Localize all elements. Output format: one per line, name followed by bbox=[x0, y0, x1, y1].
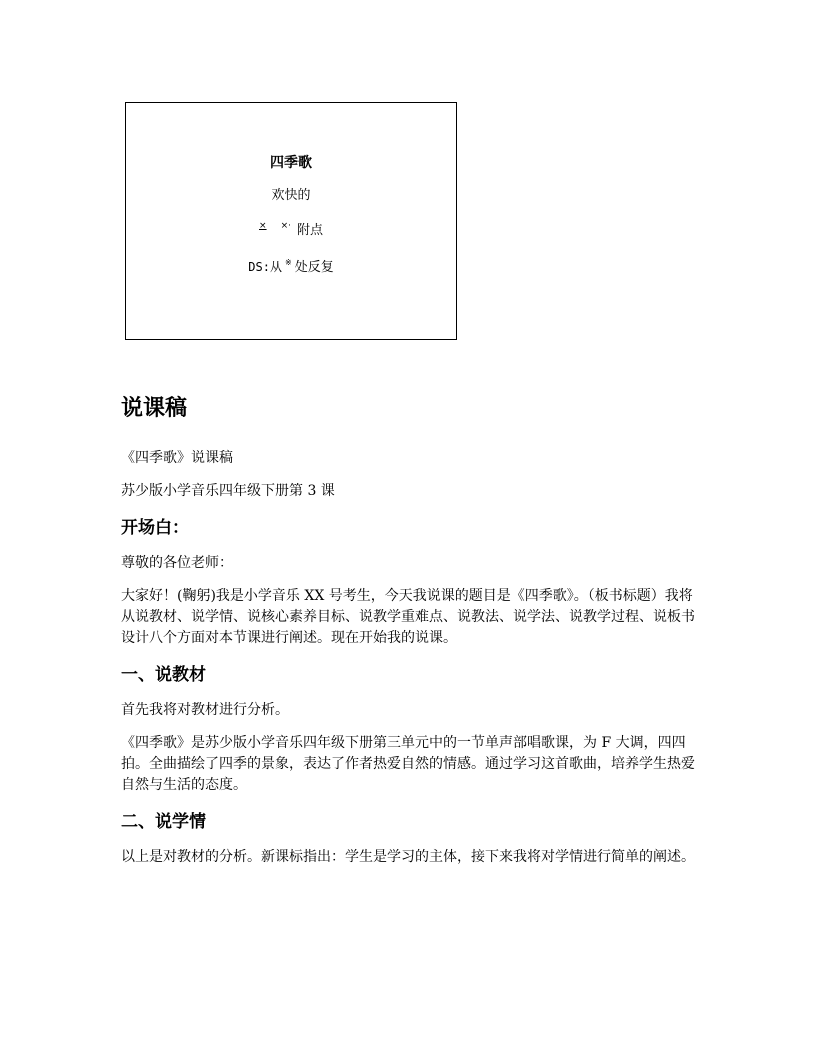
board-ds-line bbox=[126, 256, 456, 275]
lesson-edition: 苏少版小学音乐四年级下册第 3 课 bbox=[121, 483, 335, 499]
blackboard-design-box bbox=[125, 102, 457, 340]
segno-icon: ※ bbox=[284, 258, 292, 267]
intro-paragraph: 大家好！(鞠躬)我是小学音乐 XX 号考生，今天我说课的题目是《四季歌》。（板书标题）我将从说教材、说学情、说核心素养目标、说教学重难点、说教法、说学法、说教学过程、说板书设计八个方面对本节课进行阐述。现在开始我的说课。 bbox=[121, 588, 695, 646]
section2-paragraph-1: 以上是对教材的分析。新课标指出：学生是学习的主体，接下来我将对学情进行简单的阐述。 bbox=[121, 849, 695, 865]
section1-heading: 一、说教材 bbox=[121, 665, 206, 685]
section2-heading: 二、说学情 bbox=[121, 812, 206, 832]
ds-prefix: DS:从 bbox=[248, 260, 282, 274]
ds-suffix: 处反复 bbox=[294, 260, 334, 275]
section1-paragraph-2: 《四季歌》是苏少版小学音乐四年级下册第三单元中的一节单声部唱歌课，为 F 大调，四四拍。全曲描绘了四季的景象，表达了作者热爱自然的情感。通过学习这首歌曲，培养学生热爱自然与生活的态度。 bbox=[121, 735, 695, 793]
lesson-subtitle: 《四季歌》说课稿 bbox=[121, 450, 233, 466]
document-body bbox=[121, 392, 697, 880]
greeting: 尊敬的各位老师： bbox=[121, 555, 233, 571]
board-rhythm-line bbox=[126, 219, 456, 238]
opening-heading: 开场白： bbox=[121, 518, 189, 538]
section1-paragraph-1: 首先我将对教材进行分析。 bbox=[121, 702, 289, 718]
rhythm-symbol-two: ×· bbox=[280, 221, 291, 231]
dotted-label: 附点 bbox=[296, 223, 323, 238]
board-tempo: 欢快的 bbox=[271, 188, 311, 203]
rhythm-symbol-one: × bbox=[259, 221, 267, 231]
page-title: 说课稿 bbox=[121, 396, 188, 421]
board-title: 四季歌 bbox=[270, 155, 312, 171]
